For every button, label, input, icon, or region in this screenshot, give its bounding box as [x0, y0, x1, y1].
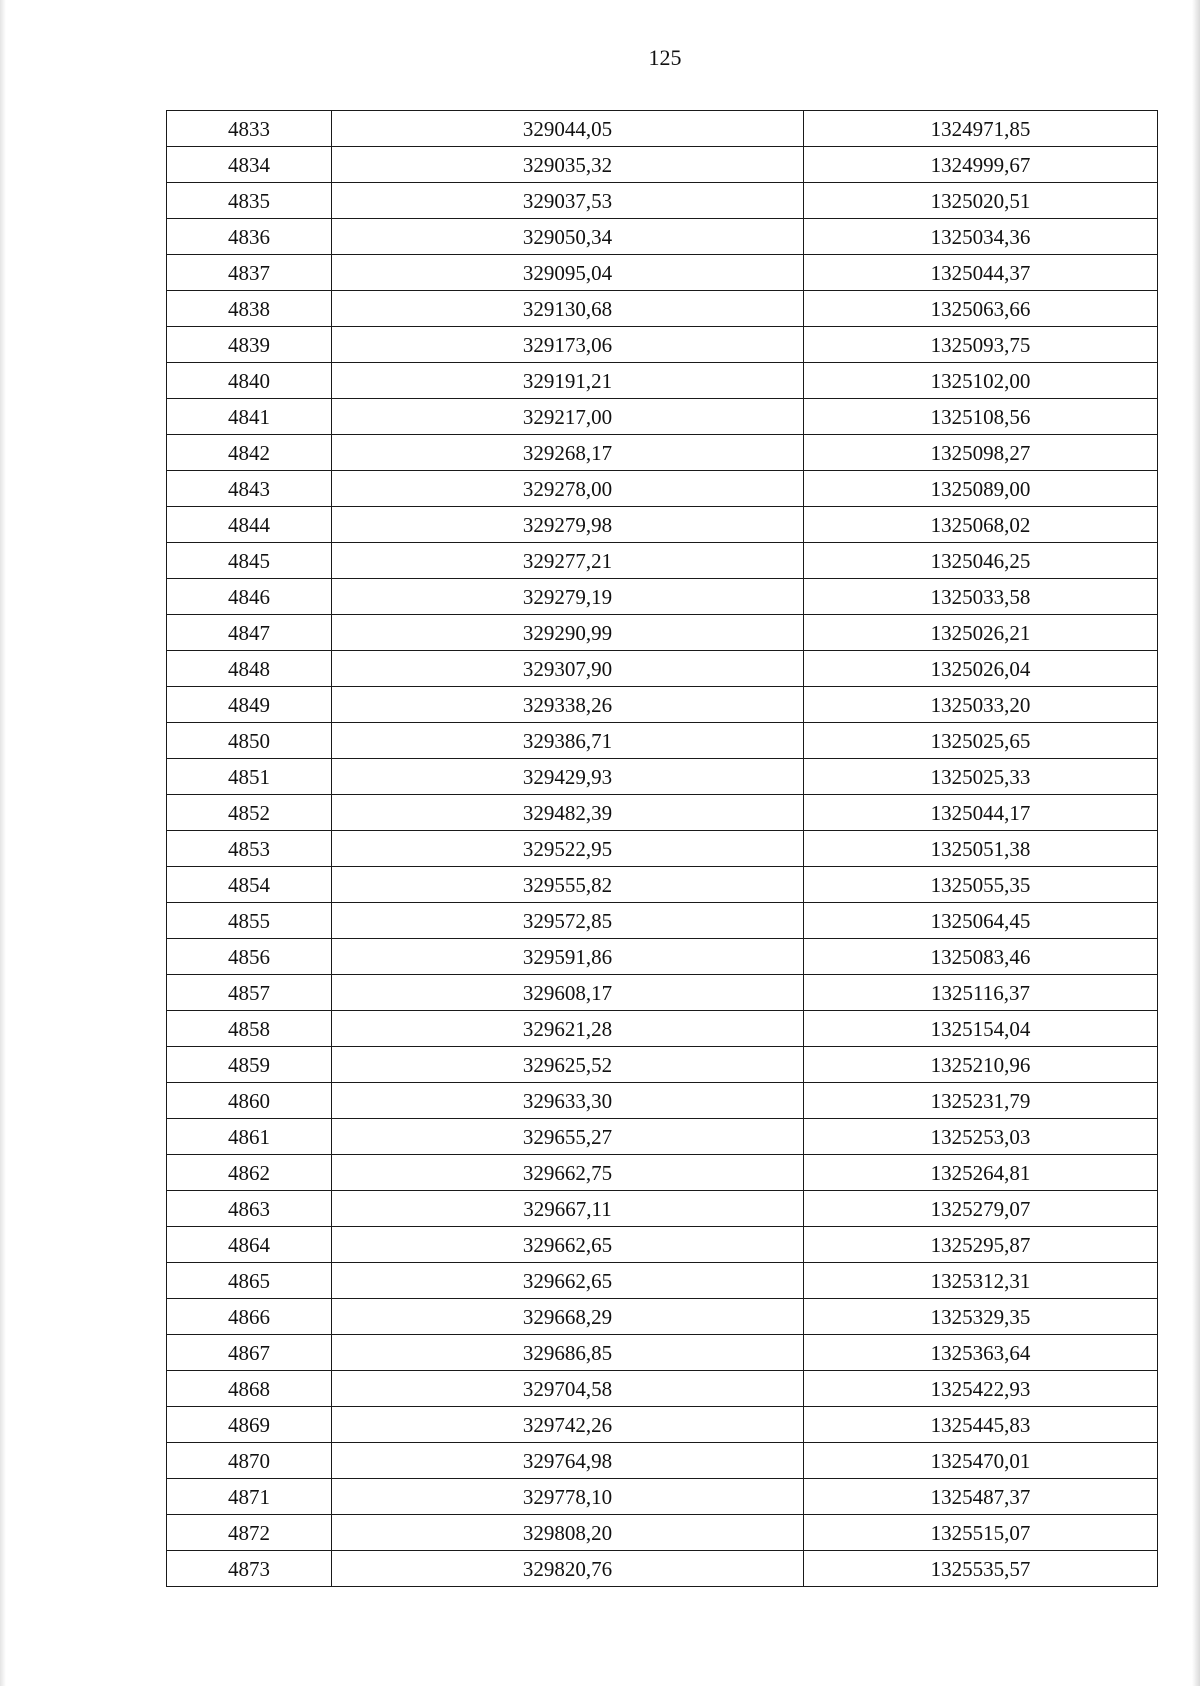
x-coordinate-cell: 329662,75 [332, 1155, 804, 1191]
point-number-cell: 4846 [167, 579, 332, 615]
point-number-cell: 4851 [167, 759, 332, 795]
coordinates-table [166, 110, 1158, 1587]
table-row [167, 507, 1158, 543]
point-number-cell: 4862 [167, 1155, 332, 1191]
x-coordinate-cell: 329429,93 [332, 759, 804, 795]
table-row [167, 1335, 1158, 1371]
x-coordinate-cell: 329173,06 [332, 327, 804, 363]
x-coordinate-cell: 329662,65 [332, 1263, 804, 1299]
x-coordinate-cell: 329820,76 [332, 1551, 804, 1587]
page-number: 125 [648, 45, 682, 70]
y-coordinate-cell: 1325102,00 [804, 363, 1158, 399]
x-coordinate-cell: 329338,26 [332, 687, 804, 723]
x-coordinate-cell: 329217,00 [332, 399, 804, 435]
point-number-cell: 4867 [167, 1335, 332, 1371]
point-number-cell: 4838 [167, 291, 332, 327]
table-row [167, 1119, 1158, 1155]
point-number-cell: 4858 [167, 1011, 332, 1047]
y-coordinate-cell: 1325025,33 [804, 759, 1158, 795]
point-number-cell: 4868 [167, 1371, 332, 1407]
x-coordinate-cell: 329307,90 [332, 651, 804, 687]
point-number-cell: 4852 [167, 795, 332, 831]
x-coordinate-cell: 329667,11 [332, 1191, 804, 1227]
point-number-cell: 4833 [167, 111, 332, 147]
y-coordinate-cell: 1325312,31 [804, 1263, 1158, 1299]
table-row [167, 831, 1158, 867]
point-number-cell: 4842 [167, 435, 332, 471]
y-coordinate-cell: 1325279,07 [804, 1191, 1158, 1227]
point-number-cell: 4854 [167, 867, 332, 903]
x-coordinate-cell: 329742,26 [332, 1407, 804, 1443]
x-coordinate-cell: 329279,19 [332, 579, 804, 615]
y-coordinate-cell: 1325295,87 [804, 1227, 1158, 1263]
x-coordinate-cell: 329035,32 [332, 147, 804, 183]
x-coordinate-cell: 329668,29 [332, 1299, 804, 1335]
y-coordinate-cell: 1325026,04 [804, 651, 1158, 687]
table-row [167, 795, 1158, 831]
point-number-cell: 4864 [167, 1227, 332, 1263]
point-number-cell: 4853 [167, 831, 332, 867]
table-row [167, 1299, 1158, 1335]
x-coordinate-cell: 329522,95 [332, 831, 804, 867]
point-number-cell: 4840 [167, 363, 332, 399]
table-row [167, 1515, 1158, 1551]
table-row [167, 183, 1158, 219]
x-coordinate-cell: 329191,21 [332, 363, 804, 399]
y-coordinate-cell: 1325093,75 [804, 327, 1158, 363]
x-coordinate-cell: 329278,00 [332, 471, 804, 507]
y-coordinate-cell: 1325025,65 [804, 723, 1158, 759]
x-coordinate-cell: 329625,52 [332, 1047, 804, 1083]
point-number-cell: 4848 [167, 651, 332, 687]
y-coordinate-cell: 1325098,27 [804, 435, 1158, 471]
table-row [167, 1371, 1158, 1407]
x-coordinate-cell: 329808,20 [332, 1515, 804, 1551]
table-row [167, 255, 1158, 291]
y-coordinate-cell: 1325083,46 [804, 939, 1158, 975]
table-row [167, 939, 1158, 975]
table-row [167, 615, 1158, 651]
y-coordinate-cell: 1325487,37 [804, 1479, 1158, 1515]
x-coordinate-cell: 329633,30 [332, 1083, 804, 1119]
table-row [167, 975, 1158, 1011]
x-coordinate-cell: 329277,21 [332, 543, 804, 579]
y-coordinate-cell: 1325051,38 [804, 831, 1158, 867]
table-row [167, 543, 1158, 579]
table-row [167, 111, 1158, 147]
table-row [167, 1263, 1158, 1299]
x-coordinate-cell: 329044,05 [332, 111, 804, 147]
point-number-cell: 4834 [167, 147, 332, 183]
table-row [167, 291, 1158, 327]
table-row [167, 1083, 1158, 1119]
y-coordinate-cell: 1325068,02 [804, 507, 1158, 543]
scan-edge-right [1192, 0, 1200, 1686]
point-number-cell: 4873 [167, 1551, 332, 1587]
y-coordinate-cell: 1325034,36 [804, 219, 1158, 255]
x-coordinate-cell: 329268,17 [332, 435, 804, 471]
table-row [167, 687, 1158, 723]
x-coordinate-cell: 329482,39 [332, 795, 804, 831]
table-row [167, 1227, 1158, 1263]
point-number-cell: 4859 [167, 1047, 332, 1083]
table-row [167, 903, 1158, 939]
x-coordinate-cell: 329095,04 [332, 255, 804, 291]
x-coordinate-cell: 329130,68 [332, 291, 804, 327]
point-number-cell: 4871 [167, 1479, 332, 1515]
y-coordinate-cell: 1325026,21 [804, 615, 1158, 651]
x-coordinate-cell: 329686,85 [332, 1335, 804, 1371]
x-coordinate-cell: 329555,82 [332, 867, 804, 903]
point-number-cell: 4835 [167, 183, 332, 219]
point-number-cell: 4866 [167, 1299, 332, 1335]
point-number-cell: 4847 [167, 615, 332, 651]
y-coordinate-cell: 1325020,51 [804, 183, 1158, 219]
x-coordinate-cell: 329591,86 [332, 939, 804, 975]
table-row [167, 147, 1158, 183]
point-number-cell: 4872 [167, 1515, 332, 1551]
x-coordinate-cell: 329608,17 [332, 975, 804, 1011]
x-coordinate-cell: 329764,98 [332, 1443, 804, 1479]
y-coordinate-cell: 1325116,37 [804, 975, 1158, 1011]
point-number-cell: 4843 [167, 471, 332, 507]
y-coordinate-cell: 1325231,79 [804, 1083, 1158, 1119]
table-row [167, 1155, 1158, 1191]
y-coordinate-cell: 1325445,83 [804, 1407, 1158, 1443]
table-row [167, 723, 1158, 759]
x-coordinate-cell: 329662,65 [332, 1227, 804, 1263]
scan-edge-left [0, 0, 6, 1686]
y-coordinate-cell: 1325063,66 [804, 291, 1158, 327]
y-coordinate-cell: 1325515,07 [804, 1515, 1158, 1551]
point-number-cell: 4860 [167, 1083, 332, 1119]
y-coordinate-cell: 1325044,37 [804, 255, 1158, 291]
table-row [167, 579, 1158, 615]
table-row [167, 363, 1158, 399]
table-row [167, 435, 1158, 471]
table-row [167, 1191, 1158, 1227]
table-row [167, 1047, 1158, 1083]
x-coordinate-cell: 329386,71 [332, 723, 804, 759]
y-coordinate-cell: 1325033,58 [804, 579, 1158, 615]
y-coordinate-cell: 1324999,67 [804, 147, 1158, 183]
table-row [167, 219, 1158, 255]
x-coordinate-cell: 329621,28 [332, 1011, 804, 1047]
y-coordinate-cell: 1325033,20 [804, 687, 1158, 723]
point-number-cell: 4836 [167, 219, 332, 255]
x-coordinate-cell: 329778,10 [332, 1479, 804, 1515]
y-coordinate-cell: 1325253,03 [804, 1119, 1158, 1155]
point-number-cell: 4856 [167, 939, 332, 975]
table-row [167, 1479, 1158, 1515]
y-coordinate-cell: 1325535,57 [804, 1551, 1158, 1587]
x-coordinate-cell: 329572,85 [332, 903, 804, 939]
point-number-cell: 4849 [167, 687, 332, 723]
table-row [167, 1551, 1158, 1587]
point-number-cell: 4850 [167, 723, 332, 759]
x-coordinate-cell: 329704,58 [332, 1371, 804, 1407]
y-coordinate-cell: 1325046,25 [804, 543, 1158, 579]
table-row [167, 1443, 1158, 1479]
table-row [167, 867, 1158, 903]
y-coordinate-cell: 1325108,56 [804, 399, 1158, 435]
table-row [167, 399, 1158, 435]
point-number-cell: 4841 [167, 399, 332, 435]
x-coordinate-cell: 329037,53 [332, 183, 804, 219]
x-coordinate-cell: 329050,34 [332, 219, 804, 255]
y-coordinate-cell: 1325329,35 [804, 1299, 1158, 1335]
table-row [167, 471, 1158, 507]
y-coordinate-cell: 1325210,96 [804, 1047, 1158, 1083]
point-number-cell: 4855 [167, 903, 332, 939]
table-row [167, 651, 1158, 687]
table-row [167, 1011, 1158, 1047]
y-coordinate-cell: 1325154,04 [804, 1011, 1158, 1047]
table-row [167, 1407, 1158, 1443]
coordinates-table-body [167, 111, 1158, 1587]
point-number-cell: 4857 [167, 975, 332, 1011]
point-number-cell: 4869 [167, 1407, 332, 1443]
point-number-cell: 4837 [167, 255, 332, 291]
point-number-cell: 4845 [167, 543, 332, 579]
point-number-cell: 4863 [167, 1191, 332, 1227]
coordinates-table-container [166, 110, 1158, 1587]
y-coordinate-cell: 1324971,85 [804, 111, 1158, 147]
x-coordinate-cell: 329279,98 [332, 507, 804, 543]
table-row [167, 327, 1158, 363]
point-number-cell: 4861 [167, 1119, 332, 1155]
y-coordinate-cell: 1325470,01 [804, 1443, 1158, 1479]
y-coordinate-cell: 1325055,35 [804, 867, 1158, 903]
y-coordinate-cell: 1325064,45 [804, 903, 1158, 939]
point-number-cell: 4839 [167, 327, 332, 363]
y-coordinate-cell: 1325264,81 [804, 1155, 1158, 1191]
x-coordinate-cell: 329655,27 [332, 1119, 804, 1155]
y-coordinate-cell: 1325089,00 [804, 471, 1158, 507]
point-number-cell: 4870 [167, 1443, 332, 1479]
table-row [167, 759, 1158, 795]
x-coordinate-cell: 329290,99 [332, 615, 804, 651]
y-coordinate-cell: 1325363,64 [804, 1335, 1158, 1371]
y-coordinate-cell: 1325422,93 [804, 1371, 1158, 1407]
y-coordinate-cell: 1325044,17 [804, 795, 1158, 831]
point-number-cell: 4844 [167, 507, 332, 543]
point-number-cell: 4865 [167, 1263, 332, 1299]
